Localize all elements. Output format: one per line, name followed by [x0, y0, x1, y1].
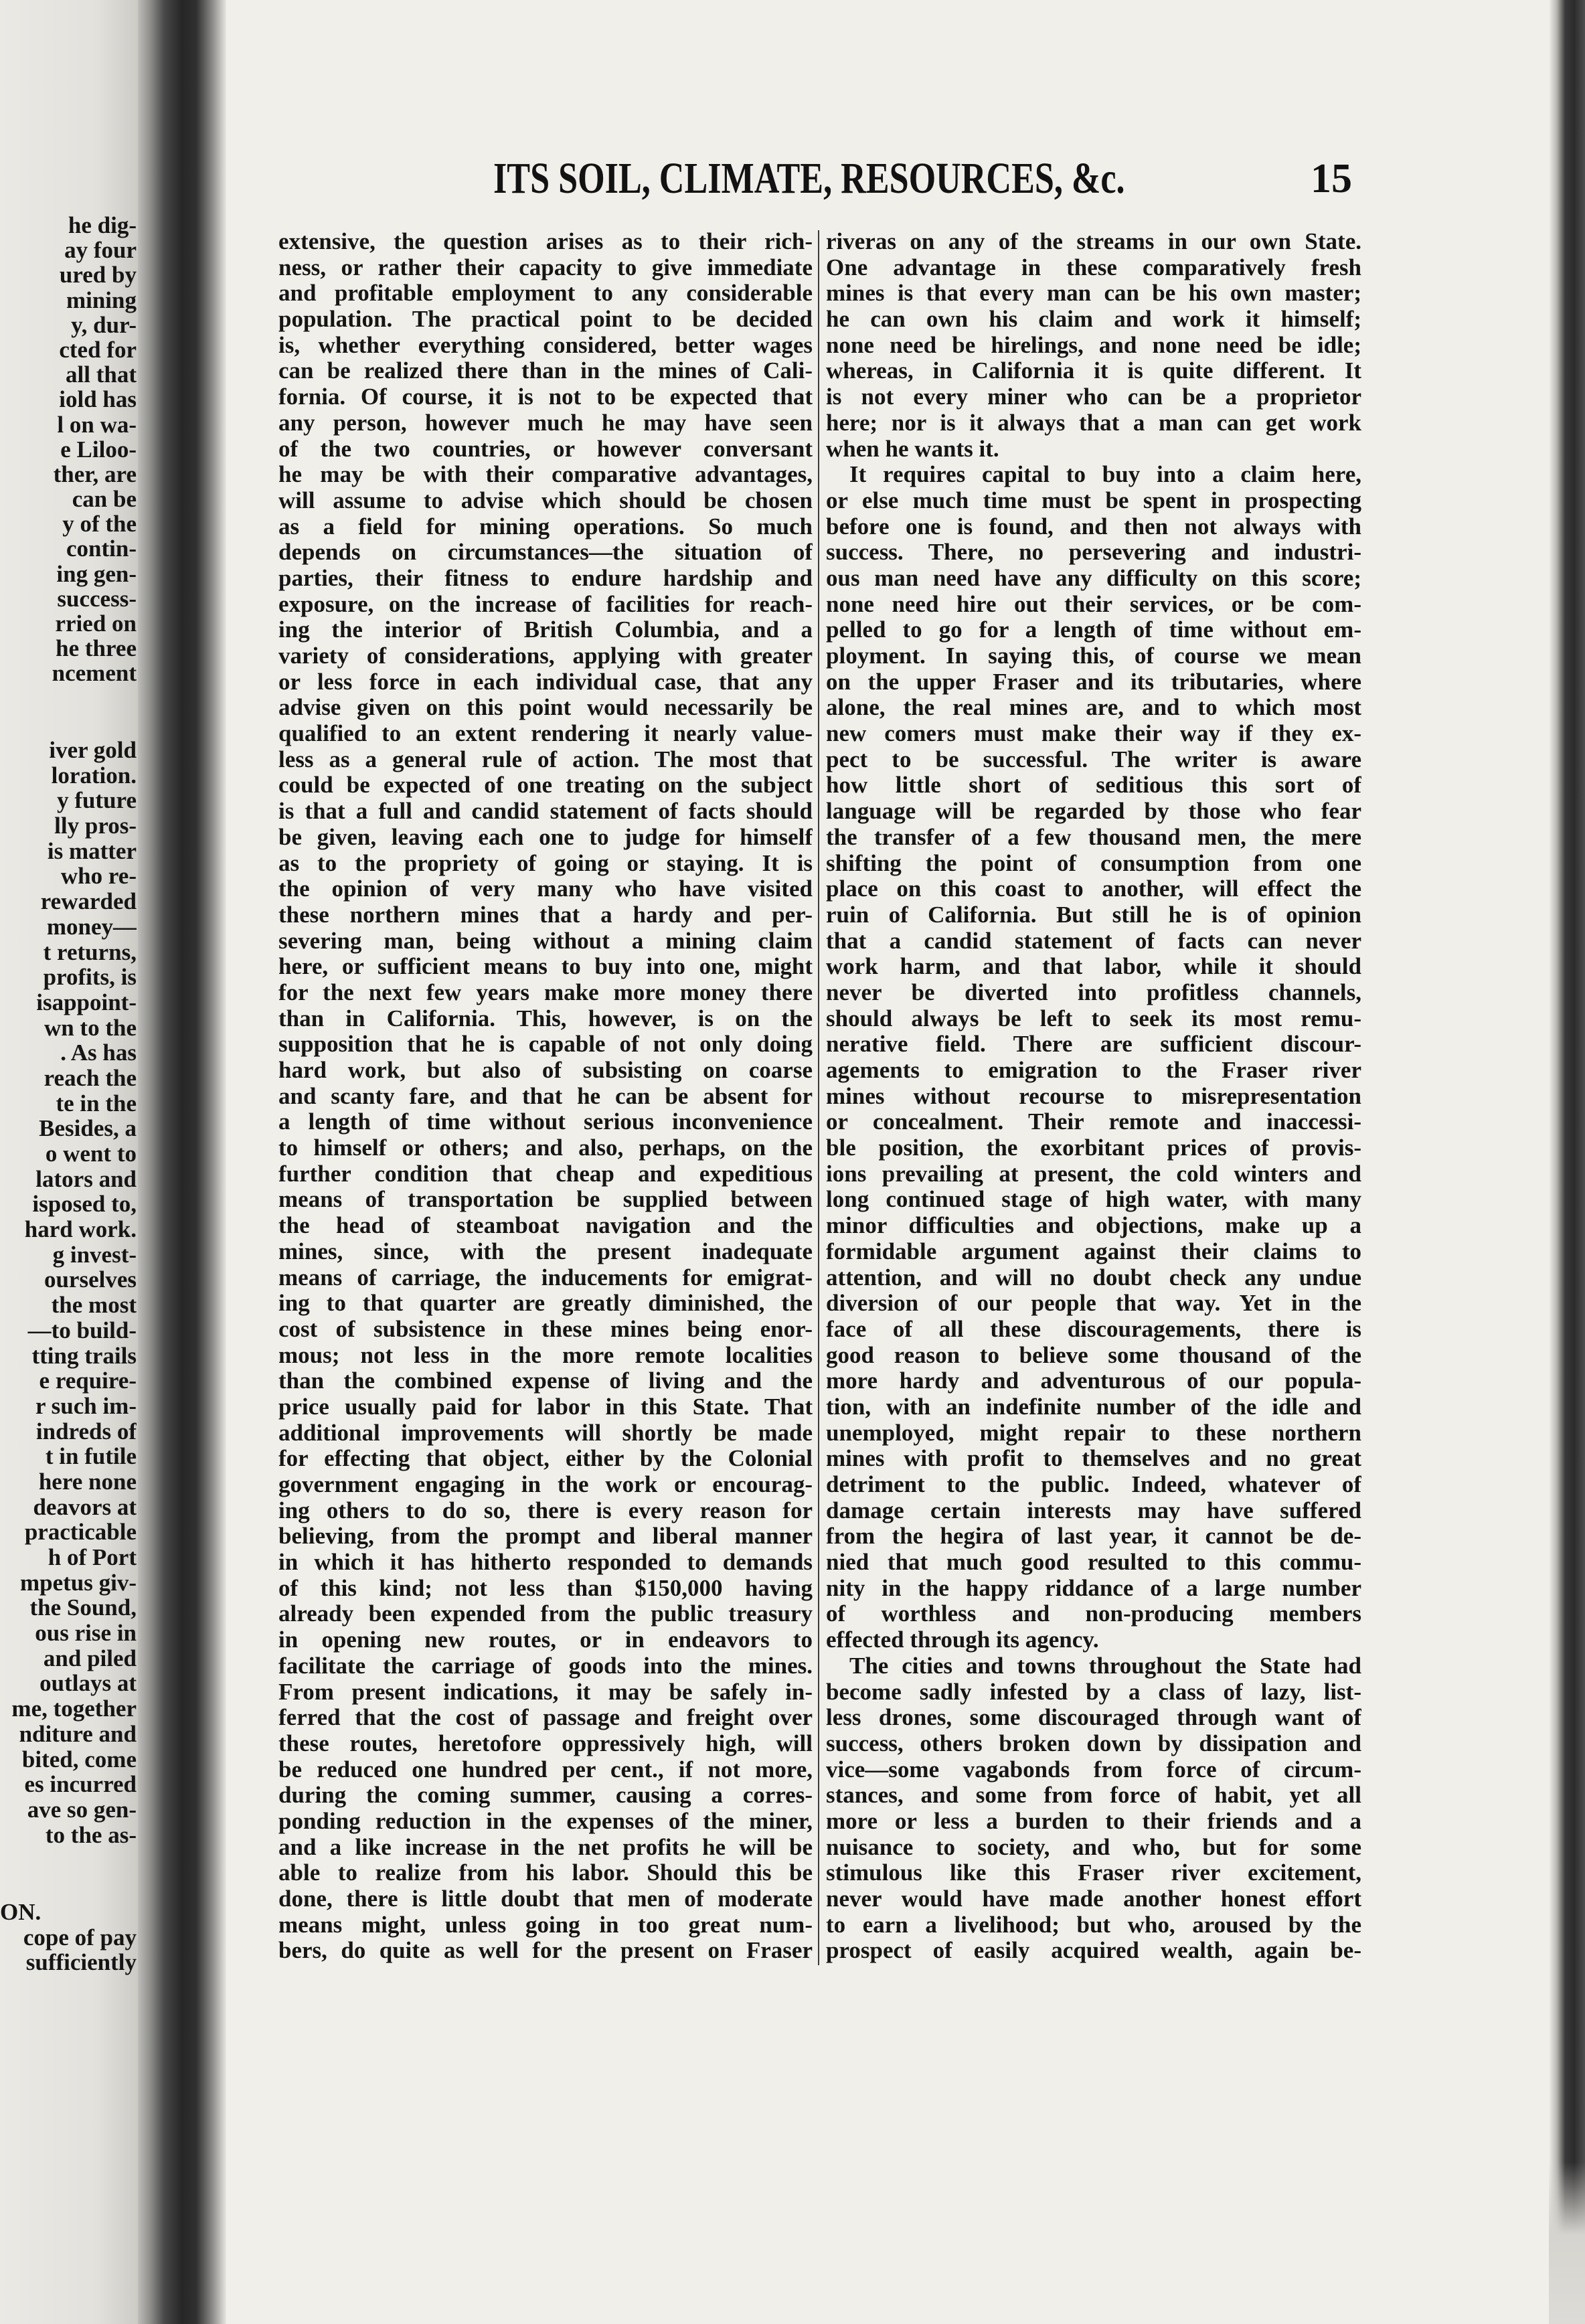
- text-line: good reason to believe some thousand of the: [826, 1342, 1361, 1368]
- text-line: bers, do quite as well for the present on Fraser: [278, 1938, 813, 1964]
- text-line: whereas, in California it is quite different. It: [826, 358, 1361, 384]
- facing-page-line-fragment: nditure and: [19, 1720, 137, 1747]
- facing-page-line-fragment: he dig-: [68, 213, 137, 238]
- text-line: further condition that cheap and expeditious: [278, 1161, 813, 1187]
- text-line: before one is found, and then not always with: [826, 513, 1361, 540]
- facing-page-line-fragment: he three: [56, 635, 137, 662]
- text-line: ruin of California. But still he is of opinion: [826, 902, 1361, 928]
- facing-page-line-fragment: lly pros-: [54, 813, 137, 839]
- text-line: new comers must make their way if they ex-: [826, 721, 1361, 747]
- facing-page-line-fragment: bited, come: [21, 1746, 137, 1772]
- text-line: than the combined expense of living and the: [278, 1368, 813, 1394]
- text-line: pect to be successful. The writer is aware: [826, 746, 1361, 772]
- text-line: cost of subsistence in these mines being enor-: [278, 1316, 813, 1342]
- text-line: parties, their fitness to endure hardship and: [278, 565, 813, 591]
- text-line: face of all these discouragements, there is: [826, 1316, 1361, 1342]
- facing-page-line-fragment: e Liloo-: [60, 436, 137, 463]
- facing-page-line-fragment: can be: [72, 486, 137, 513]
- text-line: price usually paid for labor in this State. That: [278, 1394, 813, 1420]
- text-line: already been expended from the public treasury: [278, 1601, 813, 1627]
- text-line: depends on circumstances—the situation of: [278, 540, 813, 566]
- text-line: none need be hirelings, and none need be idle;: [826, 332, 1361, 358]
- facing-page-heading-fragment: ON.: [0, 1900, 41, 1925]
- facing-page-line-fragment: isposed to,: [32, 1191, 137, 1218]
- book-gutter-shadow: [138, 0, 226, 2324]
- text-line: more hardy and adventurous of our popula-: [826, 1368, 1361, 1394]
- text-line: It requires capital to buy into a claim here,: [849, 462, 1361, 488]
- text-line: shifting the point of consumption from one: [826, 850, 1361, 876]
- facing-page-line-fragment: mpetus giv-: [19, 1569, 137, 1596]
- facing-page-fragments-middle: [0, 738, 137, 1847]
- facing-page-line-fragment: ave so gen-: [27, 1796, 137, 1823]
- text-line: become sadly infested by a class of lazy, list-: [826, 1679, 1361, 1705]
- facing-page-line-fragment: here none: [38, 1468, 137, 1495]
- text-line: damage certain interests may have suffered: [826, 1497, 1361, 1523]
- facing-page-line-fragment: money—: [46, 913, 137, 940]
- text-line: formidable argument against their claims to: [826, 1238, 1361, 1264]
- text-line: never be diverted into profitless channels,: [826, 979, 1361, 1005]
- facing-page-line-fragment: y of the: [62, 511, 137, 537]
- facing-page-line-fragment: the Sound,: [29, 1594, 137, 1621]
- text-line: severing man, being without a mining claim: [278, 928, 813, 954]
- text-line: he can own his claim and work it himself;: [826, 307, 1361, 333]
- facing-page-fragments-top: [0, 213, 137, 686]
- facing-page-line-fragment: practicable: [24, 1519, 137, 1546]
- text-line: tion, with an indefinite number of the idle and: [826, 1394, 1361, 1420]
- page-edge-bottom: [1549, 2162, 1585, 2324]
- text-line: ous man need have any difficulty on this score;: [826, 565, 1361, 591]
- text-line: ployment. In saying this, of course we mean: [826, 643, 1361, 669]
- text-line: of worthless and non-producing members: [826, 1601, 1361, 1627]
- text-line: ponding reduction in the expenses of the miner,: [278, 1808, 813, 1834]
- facing-page-line-fragment: r such im-: [35, 1392, 137, 1419]
- text-line: is that a full and candid statement of facts should: [278, 799, 813, 825]
- text-line: agements to emigration to the Fraser river: [826, 1058, 1361, 1083]
- facing-page-line-fragment: reach the: [44, 1064, 137, 1091]
- facing-page-line-fragment: who re-: [60, 863, 137, 890]
- facing-page-line-fragment: ing gen-: [56, 560, 137, 587]
- text-line: One advantage in these comparatively fresh: [826, 254, 1361, 280]
- text-line: when he wants it.: [826, 436, 999, 462]
- facing-page-line-fragment: ured by: [59, 262, 137, 288]
- text-line: how little short of seditious this sort of: [826, 772, 1361, 799]
- text-line: able to realize from his labor. Should this be: [278, 1860, 813, 1886]
- text-line: ing to that quarter are greatly diminished, the: [278, 1291, 813, 1317]
- text-line: be given, leaving each one to judge for himself: [278, 824, 813, 850]
- facing-page-line-fragment: outlays at: [39, 1670, 137, 1697]
- text-line: ness, or rather their capacity to give immediate: [278, 254, 813, 280]
- text-line: nerative field. There are sufficient discour-: [826, 1031, 1361, 1058]
- text-line: ferred that the cost of passage and freight over: [278, 1705, 813, 1731]
- facing-page-line-fragment: the most: [51, 1292, 137, 1319]
- text-line: nity in the happy riddance of a large number: [826, 1575, 1361, 1601]
- facing-page-line-fragment: iold has: [59, 386, 137, 413]
- facing-page-line-fragment: is matter: [47, 837, 137, 864]
- facing-page-line-fragment: profits, is: [43, 964, 137, 991]
- text-line: population. The practical point to be decided: [278, 307, 813, 333]
- text-line: minor difficulties and objections, make up a: [826, 1213, 1361, 1239]
- text-line: vice—some vagabonds from force of circum-: [826, 1756, 1361, 1782]
- facing-page-line-fragment: mining: [66, 286, 137, 313]
- running-head: ITS SOIL, CLIMATE, RESOURCES, &c.: [493, 154, 1125, 203]
- text-line: of this kind; not less than $150,000 having: [278, 1575, 813, 1601]
- text-line: government engaging in the work or encourag-: [278, 1472, 813, 1497]
- text-line: attention, and will no doubt check any undue: [826, 1264, 1361, 1291]
- text-line: a length of time without serious inconvenience: [278, 1109, 813, 1135]
- text-line: is, whether everything considered, better wages: [278, 332, 813, 358]
- facing-page-line-fragment: ther, are: [53, 461, 137, 487]
- facing-page-line-fragment: ourselves: [44, 1266, 137, 1293]
- text-line: from the hegira of last year, it cannot be de-: [826, 1523, 1361, 1550]
- facing-page-line-fragment: te in the: [56, 1090, 137, 1116]
- text-line: supposition that he is capable of not only doing: [278, 1031, 813, 1058]
- text-line: less drones, some discouraged through want of: [826, 1705, 1361, 1731]
- text-line: additional improvements will shortly be made: [278, 1420, 813, 1446]
- text-line: success, others broken down by dissipation and: [826, 1730, 1361, 1756]
- text-line: mous; not less in the more remote localities: [278, 1342, 813, 1368]
- text-line: none need hire out their services, or be com-: [826, 591, 1361, 617]
- text-line: for effecting that object, either by the Colonial: [278, 1446, 813, 1472]
- facing-page-line-fragment: ay four: [64, 237, 137, 264]
- text-line: riveras on any of the streams in our own State.: [826, 229, 1361, 254]
- facing-page-line-fragment: success-: [57, 585, 137, 612]
- text-line: means might, unless going in too great num-: [278, 1912, 813, 1938]
- text-line: or concealment. Their remote and inaccessi-: [826, 1109, 1361, 1135]
- text-line: mines without recourse to misrepresentation: [826, 1083, 1361, 1109]
- facing-page-line-fragment: ous rise in: [35, 1620, 137, 1647]
- text-line: variety of considerations, applying with greater: [278, 643, 813, 669]
- facing-page-line-fragment: —to build-: [27, 1317, 137, 1343]
- facing-page-line-fragment: tting trails: [31, 1342, 137, 1369]
- text-line: any person, however much he may have seen: [278, 410, 813, 436]
- facing-page-line-fragment: h of Port: [48, 1544, 137, 1570]
- text-line: effected through its agency.: [826, 1627, 1099, 1653]
- text-line: ions prevailing at present, the cold winters and: [826, 1161, 1361, 1187]
- facing-page-line-fragment: lators and: [35, 1165, 137, 1192]
- text-line: less as a general rule of action. The most that: [278, 746, 813, 772]
- text-line: the opinion of very many who have visited: [278, 876, 813, 902]
- text-line: the head of steamboat navigation and the: [278, 1213, 813, 1239]
- text-line: than in California. This, however, is on the: [278, 1005, 813, 1031]
- text-line: should always be left to seek its most remu-: [826, 1005, 1361, 1031]
- text-line: and scanty fare, and that he can be absent for: [278, 1083, 813, 1109]
- text-line: stances, and some from force of habit, yet all: [826, 1782, 1361, 1809]
- text-line: here; nor is it always that a man can get work: [826, 410, 1361, 436]
- text-line: the transfer of a few thousand men, the mere: [826, 824, 1361, 850]
- text-line: fornia. Of course, it is not to be expected that: [278, 384, 813, 410]
- text-line: hard work, but also of subsisting on coarse: [278, 1058, 813, 1083]
- facing-page-line-fragment: me, together: [11, 1695, 137, 1722]
- text-line: as a field for mining operations. So much: [278, 513, 813, 540]
- facing-page-line-fragment: rried on: [55, 610, 137, 637]
- facing-page-line-fragment: wn to the: [44, 1014, 137, 1041]
- facing-page-line-fragment: . As has: [60, 1040, 137, 1066]
- facing-page-line-fragment: o went to: [45, 1141, 137, 1167]
- text-line: mines, since, with the present inadequate: [278, 1238, 813, 1264]
- text-line: extensive, the question arises as to their rich-: [278, 229, 813, 254]
- text-line: mines with profit to themselves and no great: [826, 1446, 1361, 1472]
- text-line: for the next few years make more money there: [278, 979, 813, 1005]
- text-line: on the upper Fraser and its tributaries, where: [826, 669, 1361, 695]
- text-line: detriment to the public. Indeed, whatever of: [826, 1472, 1361, 1497]
- facing-page-line-fragment: indreds of: [35, 1418, 137, 1444]
- text-line: prospect of easily acquired wealth, again be-: [826, 1938, 1361, 1964]
- facing-page-line-fragment: all that: [66, 361, 137, 388]
- text-line: qualified to an extent rendering it nearly value-: [278, 721, 813, 747]
- facing-page-line-fragment: to the as-: [45, 1821, 137, 1848]
- text-line: The cities and towns throughout the State had: [849, 1653, 1361, 1679]
- facing-page-line-fragment: y future: [57, 787, 137, 814]
- text-line: to himself or others; and also, perhaps, on the: [278, 1135, 813, 1161]
- facing-page-line-fragment: rewarded: [40, 888, 137, 915]
- text-line: never would have made another honest effort: [826, 1886, 1361, 1912]
- text-line: success. There, no persevering and industri-: [826, 540, 1361, 566]
- text-line: in opening new routes, or in endeavors to: [278, 1627, 813, 1653]
- text-line: means of transportation be supplied between: [278, 1187, 813, 1213]
- text-line: means of carriage, the inducements for emigrat-: [278, 1264, 813, 1291]
- facing-page-line-fragment: Besides, a: [39, 1115, 137, 1142]
- text-line: these routes, heretofore oppressively high, will: [278, 1730, 813, 1756]
- facing-page-line-fragment: sufficiently: [25, 1949, 137, 1976]
- text-line: long continued stage of high water, with many: [826, 1187, 1361, 1213]
- text-line: or less force in each individual case, that any: [278, 669, 813, 695]
- facing-page-line-fragment: t returns,: [43, 938, 137, 965]
- text-line: work harm, and that labor, while it should: [826, 954, 1361, 980]
- text-line: can be realized there than in the mines of Cali-: [278, 358, 813, 384]
- facing-page-line-fragment: y, dur-: [71, 311, 137, 338]
- text-line: or else much time must be spent in prospecting: [826, 487, 1361, 513]
- text-line: nied that much good resulted to this commu-: [826, 1550, 1361, 1576]
- text-line: more or less a burden to their friends and a: [826, 1808, 1361, 1834]
- text-line: pelled to go for a length of time without em-: [826, 617, 1361, 643]
- text-line: From present indications, it may be safely in-: [278, 1679, 813, 1705]
- text-line: ing the interior of British Columbia, and a: [278, 617, 813, 643]
- column-rule: [818, 230, 819, 1965]
- text-line: believing, from the prompt and liberal manner: [278, 1523, 813, 1550]
- text-line: advise given on this point would necessarily be: [278, 695, 813, 721]
- page-edge-shadow: [1549, 0, 1585, 2324]
- page-number: 15: [1311, 156, 1352, 201]
- facing-page-line-fragment: contin-: [66, 535, 137, 562]
- facing-page-line-fragment: isappoint-: [36, 989, 137, 1015]
- text-line: and profitable employment to any considerable: [278, 280, 813, 307]
- facing-page-fragments-bottom: [0, 1900, 137, 1975]
- facing-page-line-fragment: loration.: [51, 762, 137, 788]
- facing-page-line-fragment: iver gold: [49, 738, 137, 763]
- text-column-left: [278, 229, 813, 1964]
- text-line: these northern mines that a hardy and per-: [278, 902, 813, 928]
- text-line: will assume to advise which should be chosen: [278, 487, 813, 513]
- facing-page-line-fragment: l on wa-: [57, 411, 137, 438]
- text-line: of the two countries, or however conversant: [278, 436, 813, 462]
- text-line: is not every miner who can be a proprietor: [826, 384, 1361, 410]
- text-line: ble position, the exorbitant prices of provis-: [826, 1135, 1361, 1161]
- facing-page-line-fragment: ncement: [52, 660, 137, 686]
- text-line: here, or sufficient means to buy into one, might: [278, 954, 813, 980]
- facing-page-line-fragment: g invest-: [52, 1241, 137, 1268]
- text-line: ing others to do so, there is every reason for: [278, 1497, 813, 1523]
- facing-page-line-fragment: and piled: [43, 1645, 137, 1671]
- text-line: he may be with their comparative advantages,: [278, 462, 813, 488]
- facing-page-line-fragment: cope of pay: [23, 1924, 137, 1950]
- text-line: alone, the real mines are, and to which most: [826, 695, 1361, 721]
- facing-page-line-fragment: t in futile: [45, 1443, 137, 1470]
- text-line: during the coming summer, causing a corres-: [278, 1782, 813, 1809]
- text-line: to earn a livelihood; but who, aroused by the: [826, 1912, 1361, 1938]
- facing-page-line-fragment: hard work.: [24, 1216, 137, 1243]
- text-line: and a like increase in the net profits he will be: [278, 1834, 813, 1860]
- text-line: stimulous like this Fraser river excitement,: [826, 1860, 1361, 1886]
- text-line: in which it has hitherto responded to demands: [278, 1550, 813, 1576]
- facing-page-line-fragment: e require-: [39, 1367, 137, 1394]
- text-line: unemployed, might repair to these northern: [826, 1420, 1361, 1446]
- text-line: facilitate the carriage of goods into the mines.: [278, 1653, 813, 1679]
- facing-page-line-fragment: deavors at: [33, 1493, 137, 1520]
- text-line: done, there is little doubt that men of moderate: [278, 1886, 813, 1912]
- text-line: that a candid statement of facts can never: [826, 928, 1361, 954]
- text-line: diversion of our people that way. Yet in the: [826, 1291, 1361, 1317]
- text-line: language will be regarded by those who fear: [826, 799, 1361, 825]
- facing-page-line-fragment: cted for: [59, 336, 137, 363]
- text-line: be reduced one hundred per cent., if not more,: [278, 1756, 813, 1782]
- text-line: nuisance to society, and who, but for some: [826, 1834, 1361, 1860]
- facing-page-line-fragment: es incurred: [24, 1771, 137, 1798]
- text-line: could be expected of one treating on the subject: [278, 772, 813, 799]
- text-line: exposure, on the increase of facilities for reach-: [278, 591, 813, 617]
- text-line: mines is that every man can be his own master;: [826, 280, 1361, 307]
- text-line: place on this coast to another, will effect the: [826, 876, 1361, 902]
- text-line: as to the propriety of going or staying. It is: [278, 850, 813, 876]
- text-column-right: [826, 229, 1361, 1964]
